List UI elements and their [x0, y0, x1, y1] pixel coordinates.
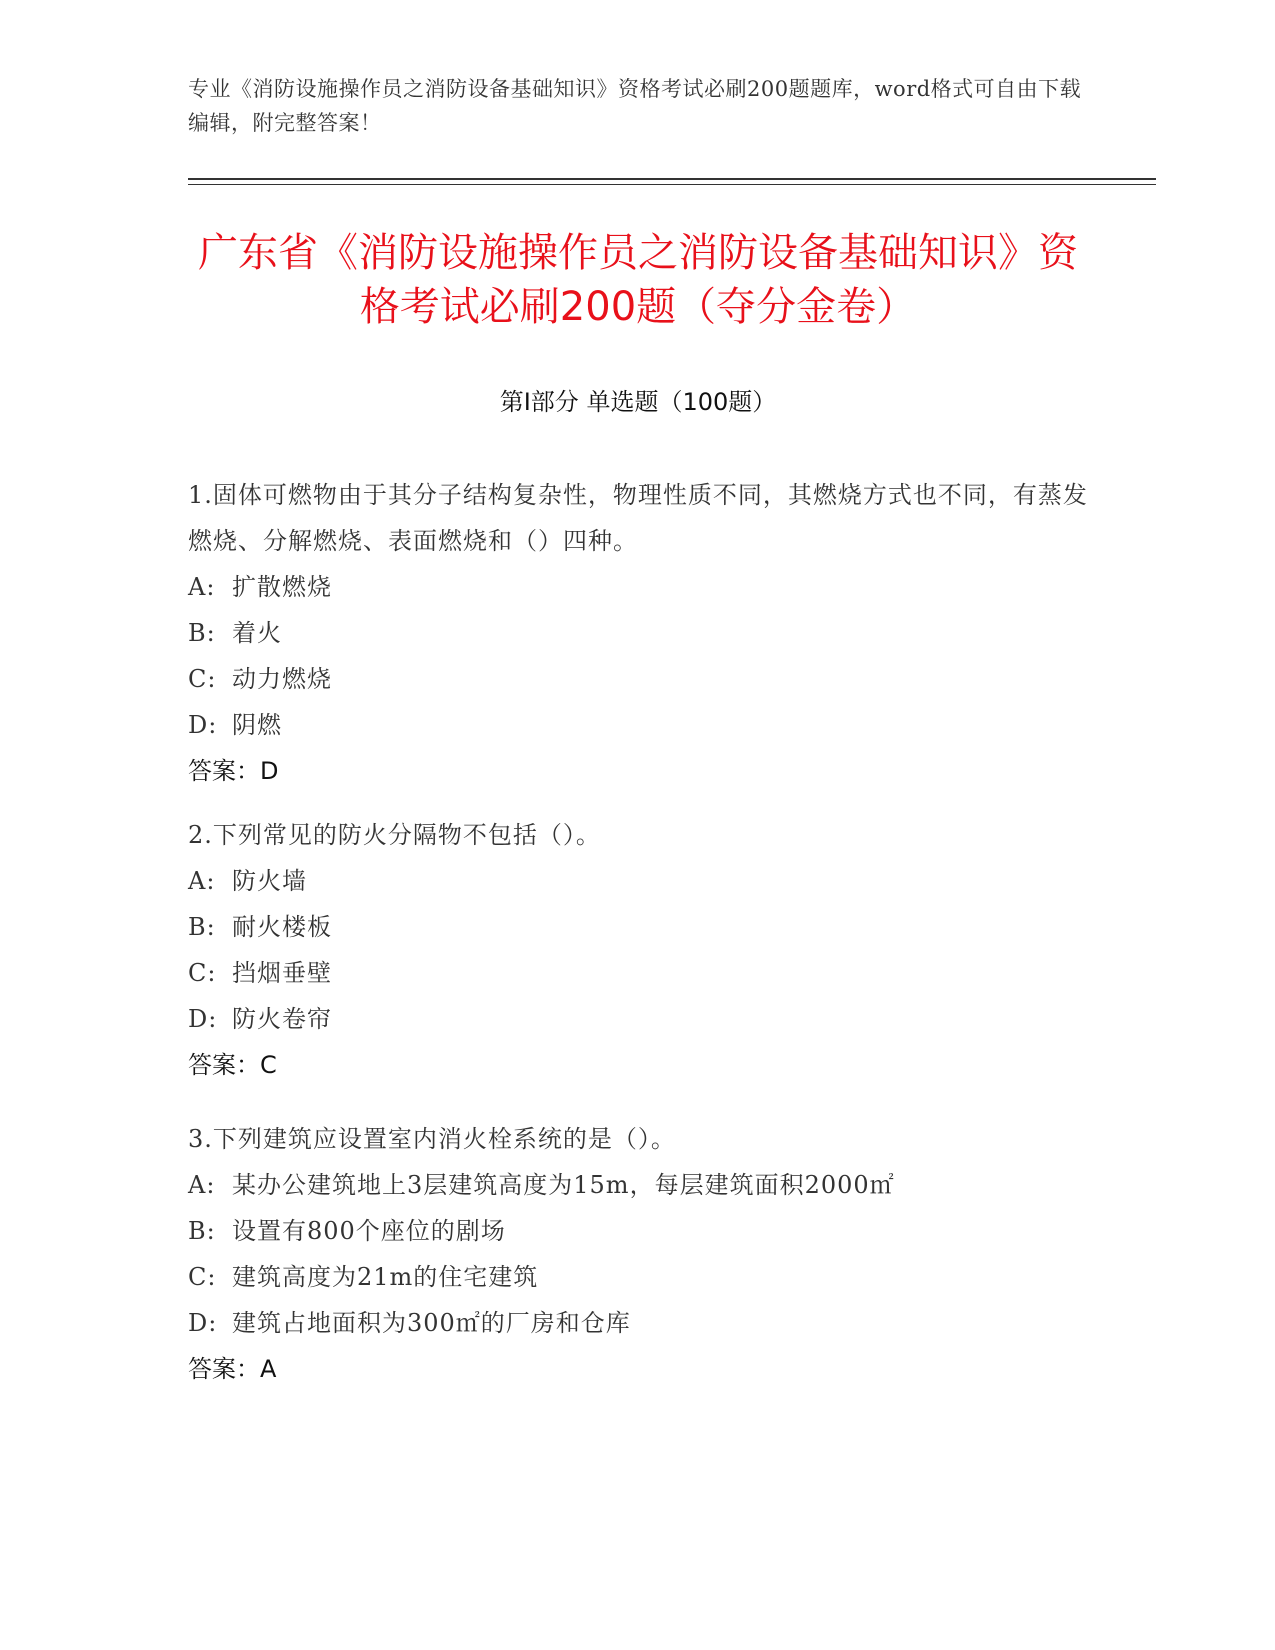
- answer: 答案：A: [188, 1355, 277, 1383]
- option-label: D:: [188, 1309, 218, 1337]
- option-d: [188, 1300, 1088, 1346]
- option-d: [188, 996, 1088, 1042]
- option-text: 防火卷帘: [232, 1005, 332, 1033]
- option-text: 建筑高度为21m的住宅建筑: [232, 1263, 539, 1291]
- option-text: 挡烟垂壁: [232, 959, 332, 987]
- option-text: 动力燃烧: [232, 665, 332, 693]
- option-text: 扩散燃烧: [232, 573, 332, 601]
- option-a: [188, 1162, 1088, 1208]
- option-label: B:: [188, 619, 216, 647]
- question-1: [188, 472, 1088, 794]
- option-b: [188, 1208, 1088, 1254]
- option-text: 设置有800个座位的剧场: [232, 1217, 506, 1245]
- option-a: [188, 858, 1088, 904]
- option-c: [188, 1254, 1088, 1300]
- option-text: 着火: [232, 619, 282, 647]
- answer: 答案：D: [188, 757, 279, 785]
- option-label: A:: [188, 573, 216, 601]
- header-divider-thin: [188, 184, 1156, 185]
- option-c: [188, 950, 1088, 996]
- option-d: [188, 702, 1088, 748]
- question-3: [188, 1116, 1088, 1392]
- option-b: [188, 904, 1088, 950]
- option-label: D:: [188, 1005, 218, 1033]
- question-stem: 2.下列常见的防火分隔物不包括（）。: [188, 821, 601, 849]
- option-text: 建筑占地面积为300㎡的厂房和仓库: [232, 1309, 631, 1337]
- option-label: C:: [188, 665, 217, 693]
- question-stem: 3.下列建筑应设置室内消火栓系统的是（）。: [188, 1125, 676, 1153]
- section-title: 第I部分 单选题（100题）: [499, 388, 777, 416]
- answer: 答案：C: [188, 1051, 277, 1079]
- header-note: 专业《消防设施操作员之消防设备基础知识》资格考试必刷200题题库，word格式可自由下载编辑，附完整答案！: [188, 77, 1082, 135]
- option-text: 某办公建筑地上3层建筑高度为15m，每层建筑面积2000㎡: [232, 1171, 895, 1199]
- option-c: [188, 656, 1088, 702]
- option-label: C:: [188, 959, 217, 987]
- option-label: B:: [188, 913, 216, 941]
- question-stem: 1.固体可燃物由于其分子结构复杂性，物理性质不同，其燃烧方式也不同，有蒸发燃烧、分解燃烧、表面燃烧和（）四种。: [188, 481, 1088, 555]
- option-label: A:: [188, 1171, 216, 1199]
- option-text: 防火墙: [232, 867, 307, 895]
- option-a: [188, 564, 1088, 610]
- option-label: A:: [188, 867, 216, 895]
- option-text: 耐火楼板: [232, 913, 332, 941]
- option-label: B:: [188, 1217, 216, 1245]
- header-divider-thick: [188, 178, 1156, 180]
- option-label: C:: [188, 1263, 217, 1291]
- option-text: 阴燃: [232, 711, 282, 739]
- option-label: D:: [188, 711, 218, 739]
- document-title: 广东省《消防设施操作员之消防设备基础知识》资格考试必刷200题（夺分金卷）: [198, 230, 1078, 330]
- option-b: [188, 610, 1088, 656]
- question-2: [188, 812, 1088, 1088]
